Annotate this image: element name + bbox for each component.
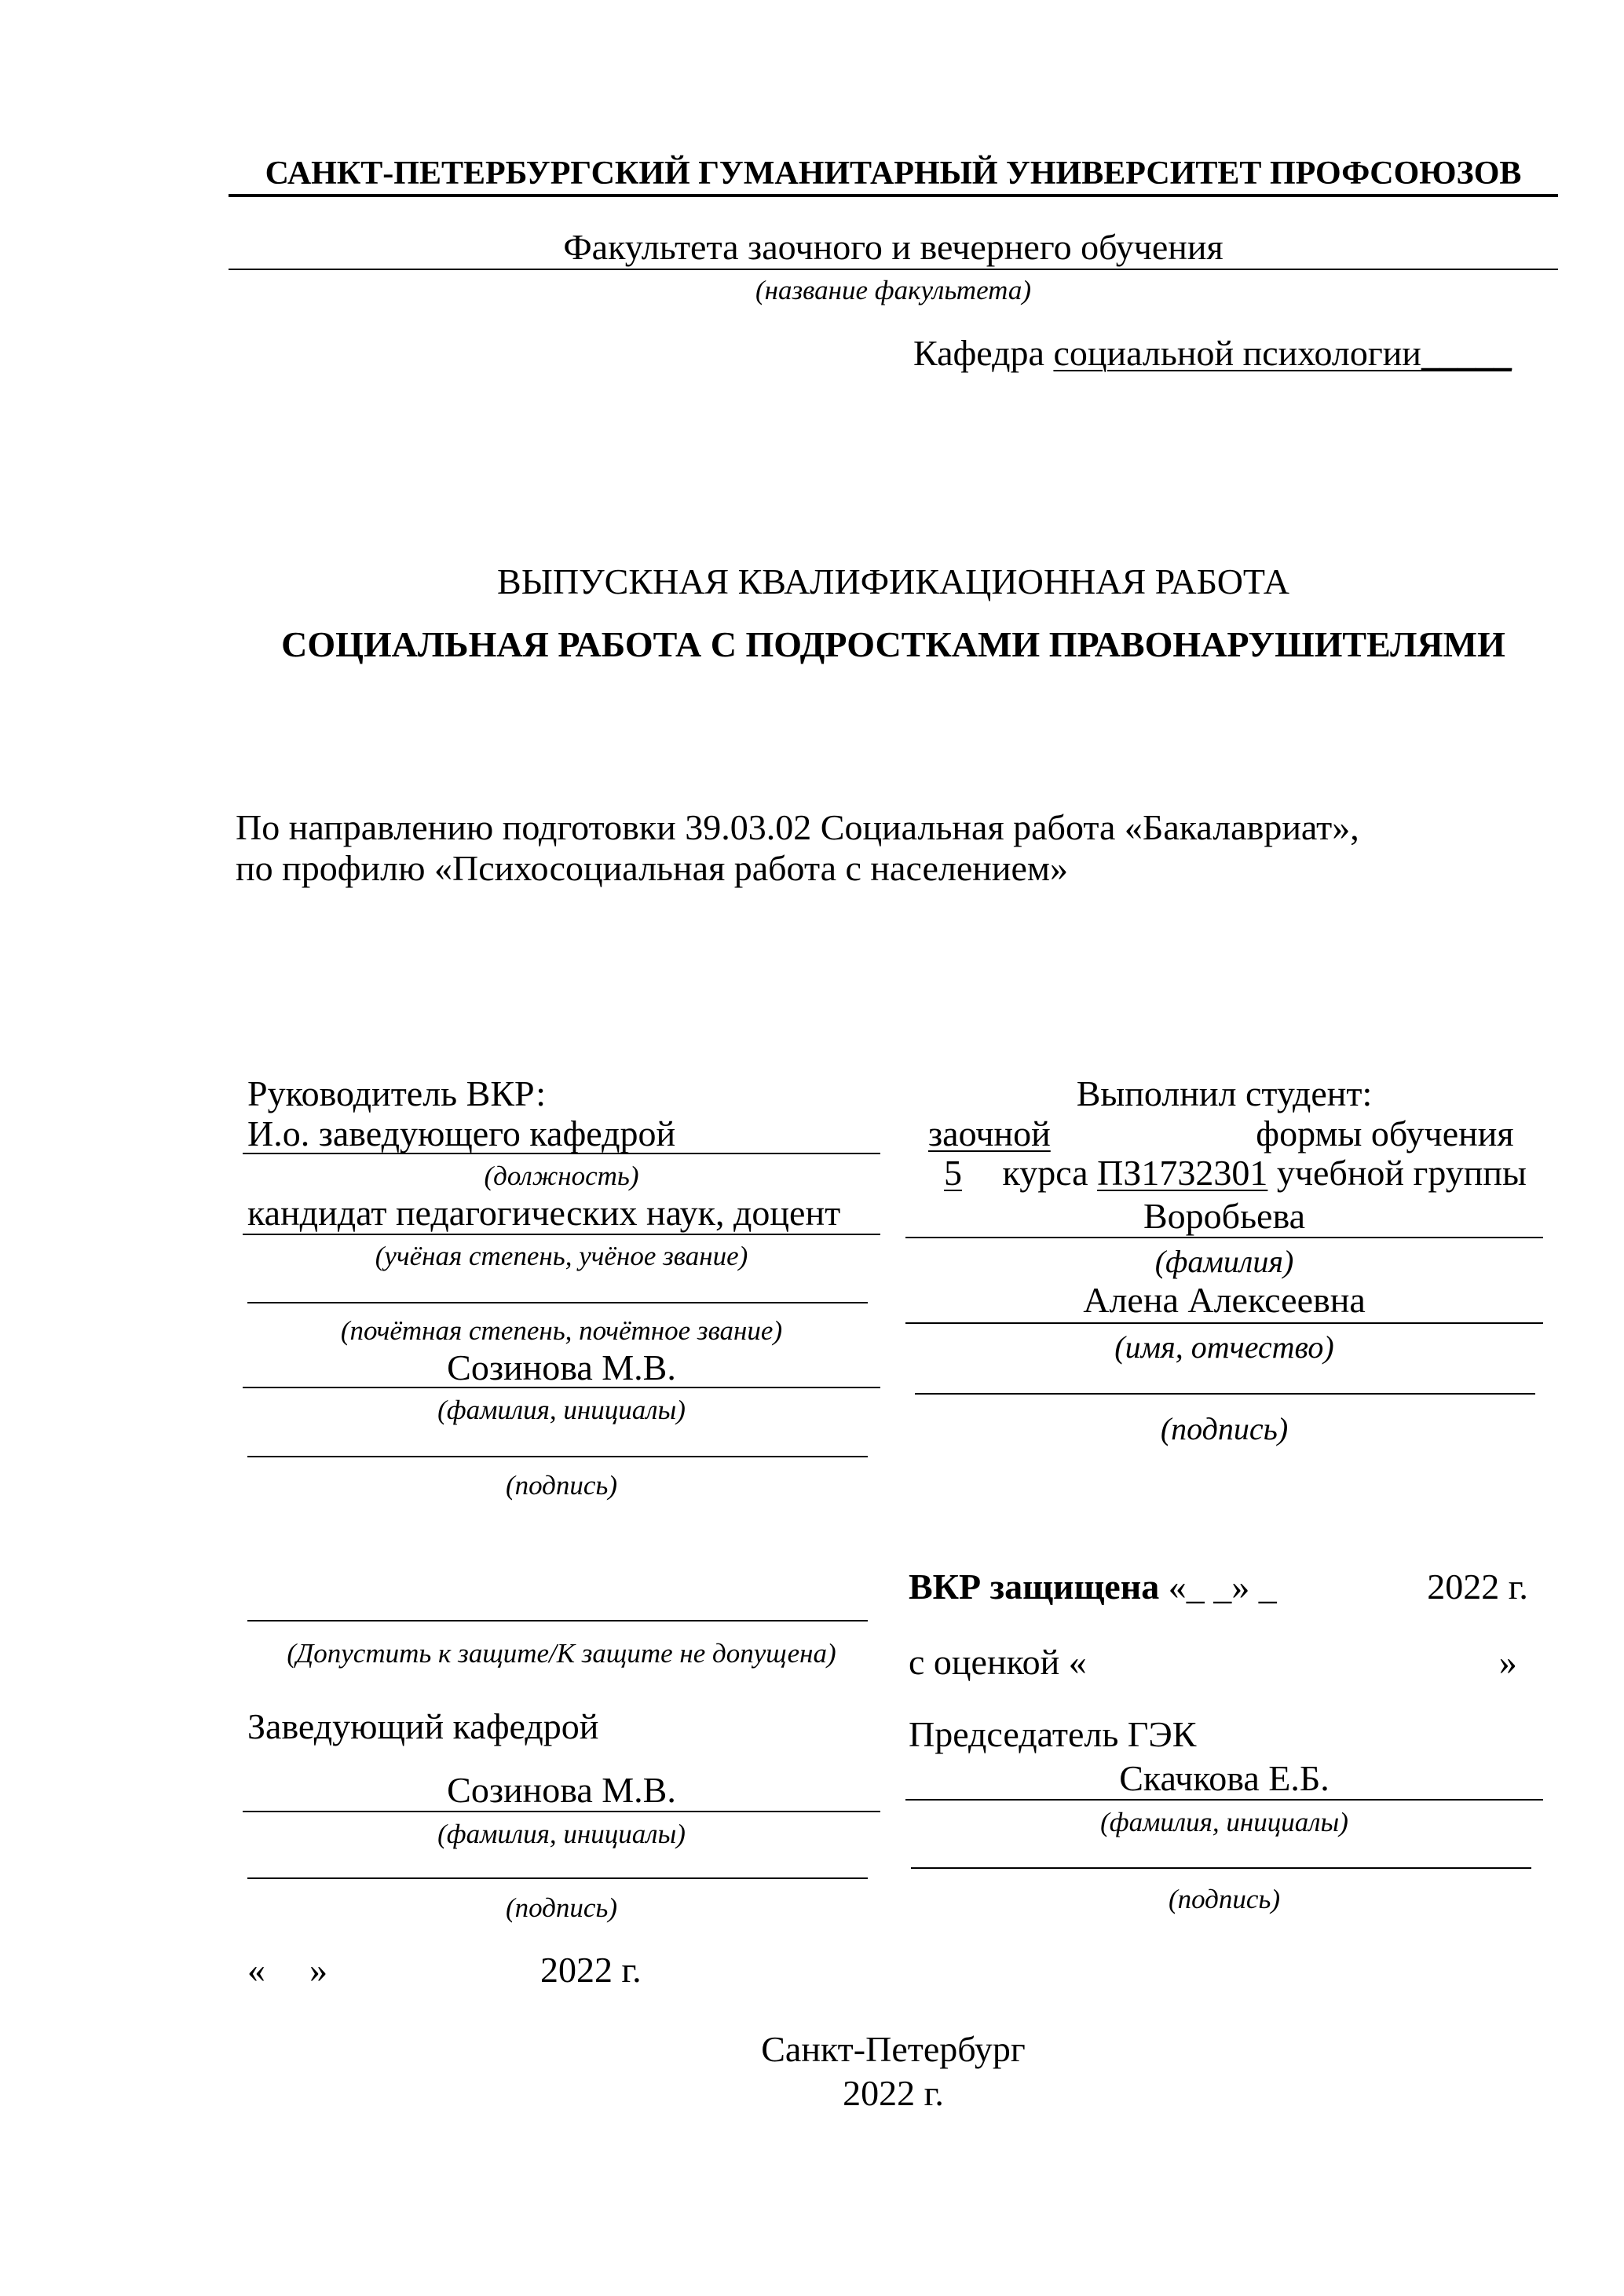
honorary-line (247, 1302, 868, 1303)
student-signature-line (915, 1393, 1535, 1395)
defense-year: 2022 г. (1427, 1567, 1528, 1607)
department-fill: _____ (1421, 333, 1512, 373)
date-close-quote: » (309, 1950, 327, 1990)
chair-label: Председатель ГЭК (909, 1714, 1197, 1754)
date-open-quote: « (247, 1950, 265, 1990)
degree-caption: (учёная степень, учёное звание) (375, 1241, 748, 1271)
head-label: Заведующий кафедрой (247, 1706, 599, 1746)
admission-line (247, 1620, 868, 1621)
course-label: курса (1002, 1153, 1088, 1193)
supervisor-heading: Руководитель ВКР: (247, 1073, 547, 1113)
grade-row (909, 1644, 1517, 1680)
defense-label: ВКР защищена (909, 1567, 1160, 1607)
study-form-row (911, 1113, 1514, 1153)
head-name-caption: (фамилия, инициалы) (437, 1819, 686, 1849)
supervisor-degree: кандидат педагогических наук, доцент (247, 1193, 841, 1233)
defense-date: «_ _» _ (1168, 1567, 1277, 1607)
student-signature-caption: (подпись) (1160, 1411, 1289, 1446)
admission-year: 2022 г. (540, 1950, 642, 1990)
chair-signature-line (911, 1867, 1531, 1869)
degree-line (243, 1234, 880, 1235)
supervisor-position: И.о. заведующего кафедрой (247, 1113, 676, 1153)
supervisor-name-line (243, 1387, 880, 1388)
position-line (243, 1153, 880, 1154)
position-caption: (должность) (484, 1161, 639, 1191)
defense-row (909, 1569, 1528, 1605)
work-type: ВЫПУСКНАЯ КВАЛИФИКАЦИОННАЯ РАБОТА (497, 561, 1289, 601)
university-name: САНКТ-ПЕТЕРБУРГСКИЙ ГУМАНИТАРНЫЙ УНИВЕРСИТЕТ ПРОФСОЮЗОВ (265, 155, 1522, 192)
department-value (1053, 333, 1512, 373)
grade-label: с оценкой « (909, 1642, 1087, 1682)
supervisor-name: Созинова М.В. (447, 1347, 676, 1387)
chair-name: Скачкова Е.Б. (1119, 1758, 1330, 1798)
direction-line-2: по профилю «Психосоциальная работа с населением» (236, 848, 1068, 888)
student-surname: Воробьева (1143, 1196, 1305, 1236)
supervisor-name-caption: (фамилия, инициалы) (437, 1395, 686, 1425)
student-given-names: Алена Алексеевна (1083, 1280, 1366, 1320)
chair-name-line (905, 1799, 1543, 1801)
chair-name-caption: (фамилия, инициалы) (1100, 1807, 1348, 1837)
given-names-caption: (имя, отчество) (1114, 1329, 1334, 1365)
head-name-line (243, 1811, 880, 1812)
header-rule (229, 194, 1558, 197)
supervisor-signature-line (247, 1456, 868, 1457)
honorary-caption: (почётная степень, почётное звание) (340, 1315, 783, 1346)
footer-city: Санкт-Петербург (761, 2029, 1026, 2069)
work-topic: СОЦИАЛЬНАЯ РАБОТА С ПОДРОСТКАМИ ПРАВОНАРУШИТЕЛЯМИ (281, 624, 1505, 664)
direction-line-1: По направлению подготовки 39.03.02 Социальная работа «Бакалавриат», (236, 807, 1359, 847)
surname-line (905, 1237, 1543, 1238)
supervisor-signature-caption: (подпись) (505, 1470, 618, 1501)
head-signature-caption: (подпись) (505, 1892, 618, 1923)
head-name: Созинова М.В. (447, 1770, 676, 1810)
footer-year: 2022 г. (843, 2073, 944, 2113)
admission-date (247, 1952, 642, 1988)
surname-caption: (фамилия) (1154, 1244, 1294, 1279)
department-name: социальной психологии (1053, 333, 1421, 373)
course-value: 5 (944, 1153, 962, 1193)
faculty-caption: (название факультета) (755, 275, 1032, 305)
group-value: ПЗ1732301 (1097, 1153, 1268, 1193)
group-suffix: учебной группы (1276, 1153, 1527, 1193)
study-form-value: заочной (928, 1113, 1051, 1153)
grade-close-quote: » (1498, 1642, 1517, 1682)
faculty-line (229, 269, 1558, 270)
chair-signature-caption: (подпись) (1168, 1884, 1281, 1914)
faculty-name: Факультета заочного и вечернего обучения (563, 227, 1223, 267)
given-names-line (905, 1322, 1543, 1324)
student-heading: Выполнил студент: (1076, 1073, 1373, 1113)
admission-caption: (Допустить к защите/К защите не допущена) (287, 1638, 836, 1669)
study-form-suffix: формы обучения (1256, 1113, 1514, 1153)
department-label: Кафедра (913, 333, 1044, 373)
course-group-row (911, 1155, 1527, 1191)
head-signature-line (247, 1877, 868, 1879)
department (913, 335, 1512, 371)
